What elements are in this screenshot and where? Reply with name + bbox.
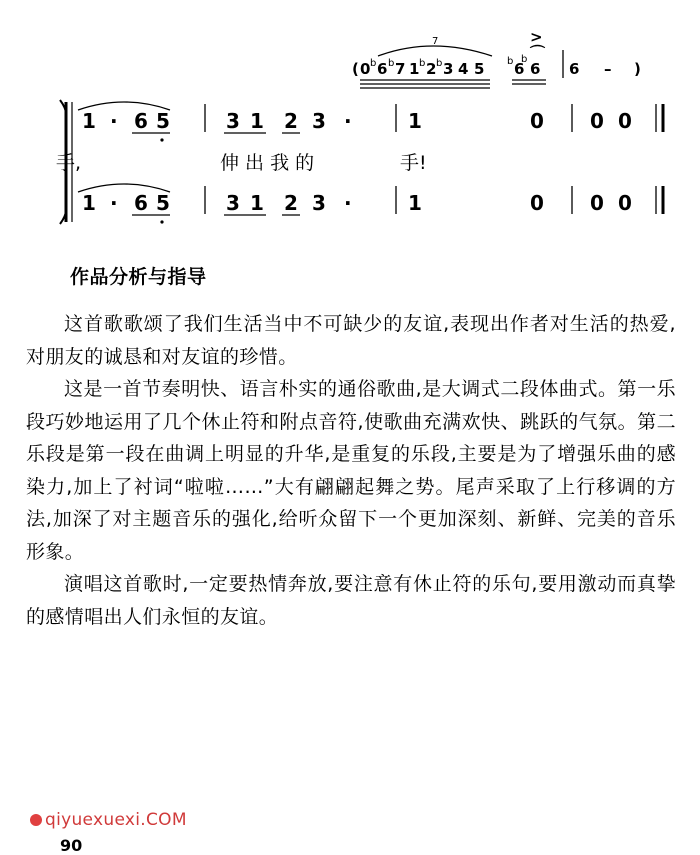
note: 3 <box>226 109 240 133</box>
note: 1 <box>82 109 96 133</box>
flat-sign: b <box>419 58 426 69</box>
dot: · <box>110 109 118 133</box>
dot: · <box>344 191 352 215</box>
flat-sign: b <box>521 54 528 65</box>
note: 3 <box>226 191 240 215</box>
note: 6 <box>569 60 580 78</box>
dot: · <box>344 109 352 133</box>
low-dot <box>160 220 163 223</box>
low-dot <box>160 138 163 141</box>
top-passage <box>352 28 641 88</box>
page-number: 90 <box>60 836 83 855</box>
note: 1 <box>250 191 264 215</box>
note: 6 <box>134 191 148 215</box>
note: 6 <box>530 60 541 78</box>
note: 1 <box>408 109 422 133</box>
site-watermark <box>30 810 187 830</box>
note: 4 <box>458 60 469 78</box>
watermark-text: qiyuexuexi.COM <box>45 810 187 830</box>
dash: – <box>604 60 612 78</box>
note: 5 <box>474 60 485 78</box>
logo-dot-icon <box>30 814 42 826</box>
rest: 0 <box>590 109 604 133</box>
rest: 0 <box>618 109 632 133</box>
paragraph: 这首歌歌颂了我们生活当中不可缺少的友谊,表现出作者对生活的热爱,对朋友的诚恳和对友谊的珍惜。 <box>26 313 676 368</box>
tuplet-number: 7 <box>432 36 439 47</box>
note: 5 <box>156 109 170 133</box>
accent-mark: > <box>530 28 543 46</box>
lyric: 手, <box>56 152 82 174</box>
flat-sign: b <box>388 58 395 69</box>
note: 1 <box>250 109 264 133</box>
flat-sign: b <box>507 56 514 67</box>
lyric: 手! <box>400 152 427 174</box>
flat-sign: b <box>436 58 443 69</box>
note: 3 <box>312 191 326 215</box>
note: 2 <box>426 60 437 78</box>
flat-sign: b <box>370 58 377 69</box>
close-paren: ) <box>634 60 641 78</box>
article-body <box>26 308 676 633</box>
note: 5 <box>156 191 170 215</box>
dot: · <box>110 191 118 215</box>
note: 1 <box>82 191 96 215</box>
score-svg <box>0 0 700 240</box>
tuplet-slur <box>378 46 492 56</box>
note: 3 <box>312 109 326 133</box>
rest: 0 <box>530 109 544 133</box>
staff-line-2 <box>78 184 663 224</box>
note: 6 <box>134 109 148 133</box>
lyrics-line <box>56 152 427 174</box>
note: 2 <box>284 109 298 133</box>
open-paren: ( <box>352 60 359 78</box>
paragraph: 这是一首节奏明快、语言朴实的通俗歌曲,是大调式二段体曲式。第一乐段巧妙地运用了几个休止符和附点音符,使歌曲充满欢快、跳跃的气氛。第二乐段是第一段在曲调上明显的升华,是重复的乐段,主要是为了增强乐曲的感染力,加上了衬词“啦啦……”大有翩翩起舞之势。尾声采取了上行移调的方法,加深了对主题音乐的强化,给听众留下一个更加深刻、新鲜、完美的音乐形象。 <box>26 378 676 563</box>
staff-line-1 <box>78 102 663 142</box>
note: 6 <box>514 60 525 78</box>
note: 1 <box>408 191 422 215</box>
rest: 0 <box>590 191 604 215</box>
lyric: 伸 出 我 的 <box>220 152 315 174</box>
note: 6 <box>377 60 388 78</box>
note: 3 <box>443 60 454 78</box>
note-zero: 0 <box>360 60 371 78</box>
section-title: 作品分析与指导 <box>70 266 207 288</box>
note: 7 <box>395 60 406 78</box>
note: 1 <box>409 60 420 78</box>
paragraph: 演唱这首歌时,一定要热情奔放,要注意有休止符的乐句,要用激动而真挚的感情唱出人们永恒的友谊。 <box>26 573 676 628</box>
rest: 0 <box>618 191 632 215</box>
note: 2 <box>284 191 298 215</box>
rest: 0 <box>530 191 544 215</box>
fermata-mark: ⌒ <box>530 44 546 62</box>
music-score <box>0 0 700 240</box>
